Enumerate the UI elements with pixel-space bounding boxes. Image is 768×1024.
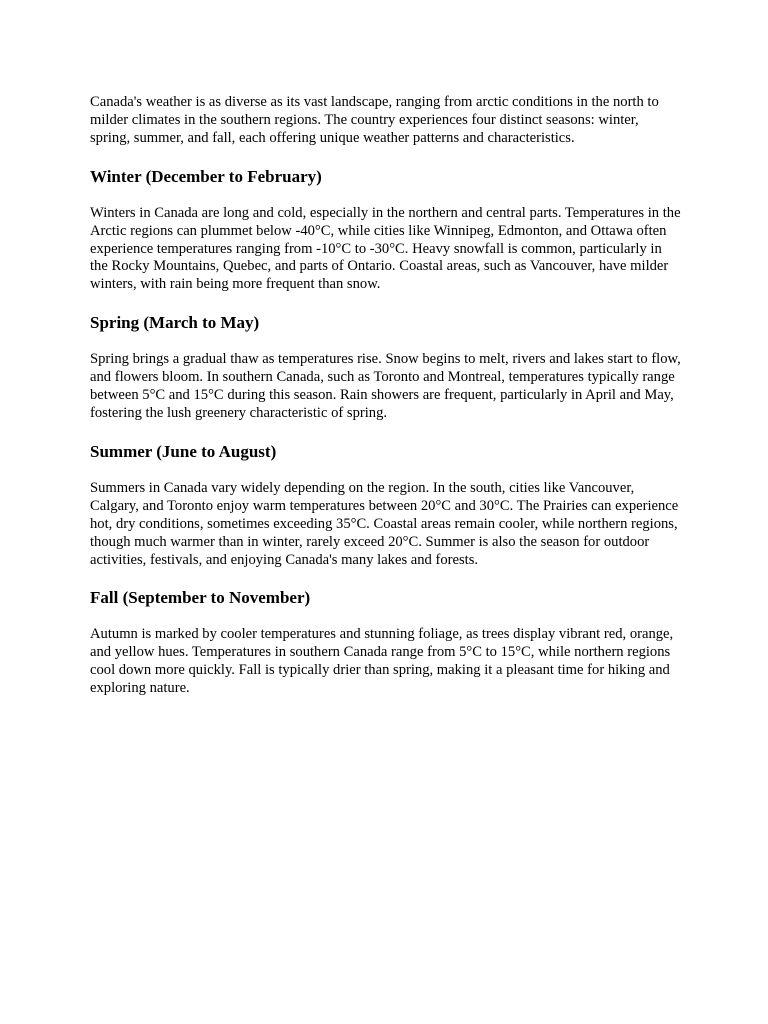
document-page — [90, 94, 682, 698]
intro-paragraph: Canada's weather is as diverse as its vast landscape, ranging from arctic conditions in the north to milder climates in the southern regions. The country experiences four distinct seasons: winter, spring, summer, and fall, each offering unique weather patterns and characteristics. — [90, 94, 659, 146]
summer-paragraph: Summers in Canada vary widely depending on the region. In the south, cities like Vancouver, Calgary, and Toronto enjoy warm temperatures between 20°C and 30°C. The Prairies can experience hot, dry conditions, sometimes exceeding 35°C. Coastal areas remain cooler, while northern regions, though much warmer than in winter, rarely exceed 20°C. Summer is also the season for outdoor activities, festivals, and enjoying Canada's many lakes and forests. — [90, 479, 679, 568]
spring-paragraph: Spring brings a gradual thaw as temperatures rise. Snow begins to melt, rivers and lakes start to flow, and flowers bloom. In southern Canada, such as Toronto and Montreal, temperatures typically range between 5°C and 15°C during this season. Rain showers are frequent, particularly in April and May, fostering the lush greenery characteristic of spring. — [90, 351, 681, 421]
summer-heading: Summer (June to August) — [90, 441, 277, 461]
winter-heading: Winter (December to February) — [90, 166, 322, 186]
winter-paragraph: Winters in Canada are long and cold, especially in the northern and central parts. Temperatures in the Arctic regions can plummet below -40°C, while cities like Winnipeg, Edmonton, and Ottawa often experience temperatures ranging from -10°C to -30°C. Heavy snowfall is common, particularly in the Rocky Mountains, Quebec, and parts of Ontario. Coastal areas, such as Vancouver, have milder winters, with rain being more frequent than snow. — [90, 204, 681, 293]
fall-heading: Fall (September to November) — [90, 588, 311, 608]
spring-heading: Spring (March to May) — [90, 313, 260, 333]
fall-paragraph: Autumn is marked by cooler temperatures and stunning foliage, as trees display vibrant red, orange, and yellow hues. Temperatures in southern Canada range from 5°C to 15°C, while northern regions cool down more quickly. Fall is typically drier than spring, making it a pleasant time for hiking and exploring nature. — [90, 626, 674, 697]
